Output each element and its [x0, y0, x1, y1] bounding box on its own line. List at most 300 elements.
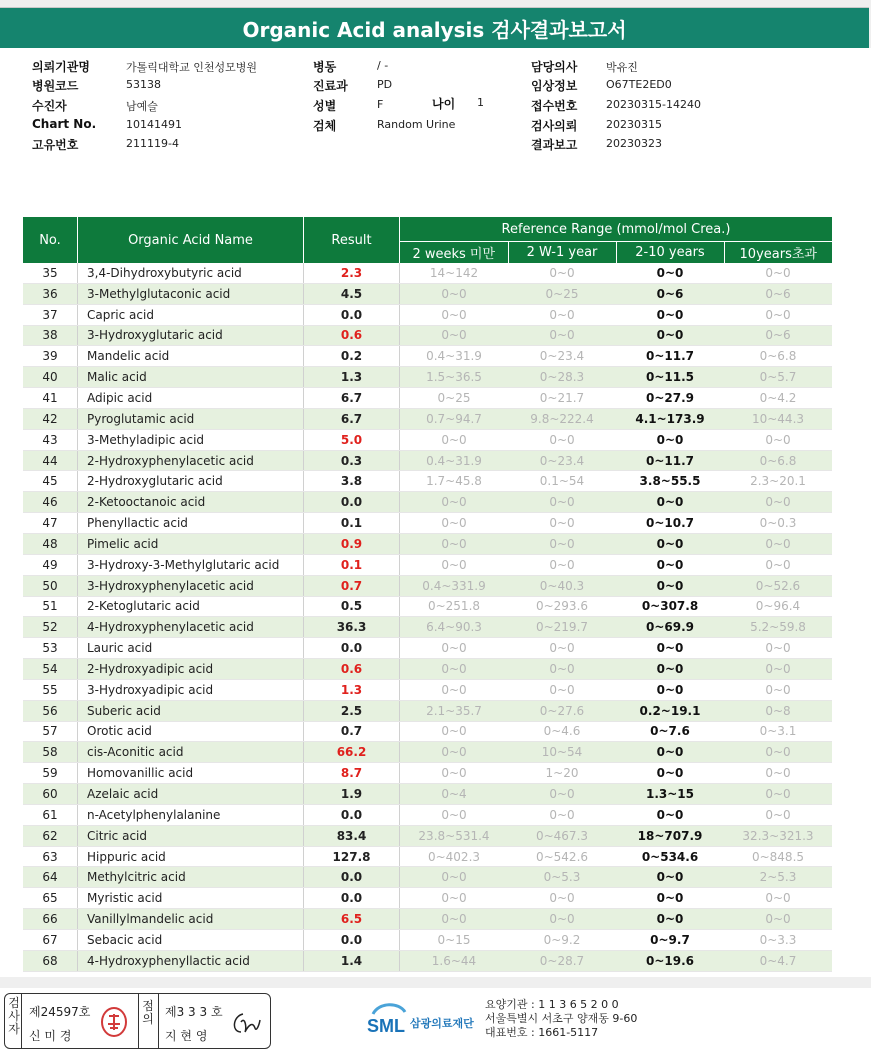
ref-10years-plus: 0~0 — [724, 659, 832, 680]
header-value: PD — [377, 78, 393, 91]
ref-10years-plus: 0~0 — [724, 492, 832, 513]
ref-2w-1year: 9.8~222.4 — [508, 408, 616, 429]
ref-2weeks: 0~0 — [400, 533, 509, 554]
ref-2-10years: 0~19.6 — [616, 950, 724, 971]
ref-2w-1year: 0~4.6 — [508, 721, 616, 742]
table-row — [23, 533, 832, 554]
table-row — [23, 471, 832, 492]
ref-10years-plus: 0~8 — [724, 700, 832, 721]
table-row — [23, 596, 832, 617]
ref-2-10years: 0~11.5 — [616, 367, 724, 388]
ref-10years-plus: 0~0 — [724, 804, 832, 825]
ref-col-header: 2 weeks 미만 — [400, 242, 509, 264]
row-number: 37 — [23, 304, 78, 325]
ref-2w-1year: 0~0 — [508, 554, 616, 575]
header-label: 수진자 — [32, 99, 67, 113]
result-value: 6.7 — [304, 408, 400, 429]
header-label: 검체 — [313, 119, 337, 133]
ref-2weeks: 0~0 — [400, 659, 509, 680]
row-number: 42 — [23, 408, 78, 429]
row-number: 54 — [23, 659, 78, 680]
acid-name: Homovanillic acid — [78, 763, 304, 784]
ref-10years-plus: 5.2~59.8 — [724, 617, 832, 638]
row-number: 43 — [23, 429, 78, 450]
table-row — [23, 742, 832, 763]
header-label: 검사의뢰 — [531, 119, 578, 133]
result-value: 2.3 — [304, 263, 400, 283]
ref-2w-1year: 0~9.2 — [508, 930, 616, 951]
row-number: 47 — [23, 513, 78, 534]
inspector-name: 지 현 영 — [165, 1029, 208, 1043]
ref-2w-1year: 0~0 — [508, 492, 616, 513]
ref-2w-1year: 0~0 — [508, 304, 616, 325]
col-no-header: No. — [23, 217, 78, 263]
table-row — [23, 429, 832, 450]
acid-name: Phenyllactic acid — [78, 513, 304, 534]
header-value: 10141491 — [126, 118, 182, 131]
header-value: 남예슬 — [126, 100, 158, 113]
header-value: 박유진 — [606, 61, 638, 74]
row-number: 45 — [23, 471, 78, 492]
header-value: 20230323 — [606, 137, 662, 150]
acid-name: Sebacic acid — [78, 930, 304, 951]
table-row — [23, 450, 832, 471]
ref-2weeks: 6.4~90.3 — [400, 617, 509, 638]
ref-10years-plus: 10~44.3 — [724, 408, 832, 429]
result-value: 1.4 — [304, 950, 400, 971]
ref-2weeks: 0~0 — [400, 283, 509, 304]
header-label: 담당의사 — [531, 60, 578, 74]
result-value: 0.0 — [304, 492, 400, 513]
acid-name: Suberic acid — [78, 700, 304, 721]
ref-2-10years: 0~11.7 — [616, 450, 724, 471]
patient-info-header — [0, 48, 871, 173]
acid-name: 3,4-Dihydroxybutyric acid — [78, 263, 304, 283]
ref-2w-1year: 0~21.7 — [508, 388, 616, 409]
result-value: 1.9 — [304, 784, 400, 805]
ref-2-10years: 0~534.6 — [616, 846, 724, 867]
ref-2weeks: 1.6~44 — [400, 950, 509, 971]
inspector-label: 점 의 — [142, 999, 154, 1026]
row-number: 35 — [23, 263, 78, 283]
ref-10years-plus: 0~3.3 — [724, 930, 832, 951]
ref-2-10years: 0~0 — [616, 492, 724, 513]
table-row — [23, 638, 832, 659]
ref-col-header: 2-10 years — [616, 242, 724, 264]
row-number: 46 — [23, 492, 78, 513]
ref-10years-plus: 0~0 — [724, 679, 832, 700]
acid-name: 2-Ketoglutaric acid — [78, 596, 304, 617]
result-value: 127.8 — [304, 846, 400, 867]
ref-2w-1year: 0~0 — [508, 533, 616, 554]
result-value: 0.2 — [304, 346, 400, 367]
ref-2-10years: 0~307.8 — [616, 596, 724, 617]
ref-2weeks: 23.8~531.4 — [400, 825, 509, 846]
ref-2weeks: 0~0 — [400, 721, 509, 742]
row-number: 40 — [23, 367, 78, 388]
row-number: 39 — [23, 346, 78, 367]
header-label: 임상정보 — [531, 79, 578, 93]
ref-2-10years: 0~0 — [616, 742, 724, 763]
ref-2-10years: 0~9.7 — [616, 930, 724, 951]
ref-2-10years: 0~0 — [616, 909, 724, 930]
result-value: 0.0 — [304, 638, 400, 659]
ref-2-10years: 1.3~15 — [616, 784, 724, 805]
table-row — [23, 846, 832, 867]
table-row — [23, 888, 832, 909]
result-value: 0.0 — [304, 930, 400, 951]
result-value: 0.1 — [304, 513, 400, 534]
ref-2w-1year: 0~40.3 — [508, 575, 616, 596]
table-row — [23, 950, 832, 971]
acid-name: Vanillylmandelic acid — [78, 909, 304, 930]
header-label: Chart No. — [32, 117, 97, 131]
result-value: 2.5 — [304, 700, 400, 721]
row-number: 64 — [23, 867, 78, 888]
ref-10years-plus: 32.3~321.3 — [724, 825, 832, 846]
ref-2-10years: 0~0 — [616, 304, 724, 325]
row-number: 66 — [23, 909, 78, 930]
age-value: 1 — [477, 96, 484, 109]
ref-2weeks: 1.7~45.8 — [400, 471, 509, 492]
ref-2weeks: 0~0 — [400, 513, 509, 534]
row-number: 65 — [23, 888, 78, 909]
ref-10years-plus: 0~4.2 — [724, 388, 832, 409]
result-value: 0.6 — [304, 325, 400, 346]
ref-2weeks: 0.4~31.9 — [400, 450, 509, 471]
result-value: 0.0 — [304, 804, 400, 825]
ref-2-10years: 0~0 — [616, 804, 724, 825]
acid-name: 3-Hydroxyphenylacetic acid — [78, 575, 304, 596]
ref-2-10years: 0~0 — [616, 659, 724, 680]
table-row — [23, 575, 832, 596]
acid-name: Myristic acid — [78, 888, 304, 909]
ref-2-10years: 0~0 — [616, 763, 724, 784]
row-number: 59 — [23, 763, 78, 784]
acid-name: 2-Hydroxyglutaric acid — [78, 471, 304, 492]
ref-2-10years: 0~0 — [616, 638, 724, 659]
result-value: 0.5 — [304, 596, 400, 617]
table-row — [23, 804, 832, 825]
acid-name: 3-Hydroxyglutaric acid — [78, 325, 304, 346]
ref-2weeks: 0~25 — [400, 388, 509, 409]
acid-name: Pimelic acid — [78, 533, 304, 554]
acid-name: 4-Hydroxyphenyllactic acid — [78, 950, 304, 971]
ref-2-10years: 0~0 — [616, 575, 724, 596]
ref-2w-1year: 0~0 — [508, 784, 616, 805]
ref-2w-1year: 0~467.3 — [508, 825, 616, 846]
row-number: 58 — [23, 742, 78, 763]
acid-name: 3-Hydroxyadipic acid — [78, 679, 304, 700]
acid-name: Orotic acid — [78, 721, 304, 742]
sml-logo-text: SML — [367, 1016, 405, 1036]
table-row — [23, 408, 832, 429]
facility-code: 요양기관 : 1 1 3 6 5 2 0 0 — [485, 998, 619, 1011]
row-number: 57 — [23, 721, 78, 742]
tester-license: 제24597호 — [29, 1005, 91, 1019]
ref-10years-plus: 0~3.1 — [724, 721, 832, 742]
ref-2w-1year: 0~542.6 — [508, 846, 616, 867]
row-number: 55 — [23, 679, 78, 700]
row-number: 68 — [23, 950, 78, 971]
header-value: Random Urine — [377, 118, 456, 131]
ref-10years-plus: 0~0 — [724, 533, 832, 554]
ref-10years-plus: 0~6.8 — [724, 346, 832, 367]
ref-10years-plus: 0~0 — [724, 909, 832, 930]
acid-name: 3-Methylglutaconic acid — [78, 283, 304, 304]
ref-2w-1year: 0~0 — [508, 263, 616, 283]
row-number: 51 — [23, 596, 78, 617]
table-row — [23, 659, 832, 680]
table-row — [23, 492, 832, 513]
header-value: 20230315-14240 — [606, 98, 701, 111]
ref-10years-plus: 0~0 — [724, 554, 832, 575]
table-row — [23, 721, 832, 742]
ref-10years-plus: 0~0 — [724, 263, 832, 283]
facility-info — [485, 998, 637, 1040]
ref-2w-1year: 0~23.4 — [508, 346, 616, 367]
ref-col-header: 2 W-1 year — [508, 242, 616, 264]
ref-10years-plus: 0~848.5 — [724, 846, 832, 867]
ref-10years-plus: 0~0 — [724, 763, 832, 784]
acid-name: n-Acetylphenylalanine — [78, 804, 304, 825]
result-value: 0.0 — [304, 888, 400, 909]
header-label: 접수번호 — [531, 99, 578, 113]
acid-name: 3-Hydroxy-3-Methylglutaric acid — [78, 554, 304, 575]
table-row — [23, 909, 832, 930]
ref-10years-plus: 0~52.6 — [724, 575, 832, 596]
ref-2w-1year: 10~54 — [508, 742, 616, 763]
tester-name: 신 미 경 — [29, 1029, 72, 1043]
ref-10years-plus: 0~6.8 — [724, 450, 832, 471]
ref-10years-plus: 0~0 — [724, 784, 832, 805]
result-value: 3.8 — [304, 471, 400, 492]
ref-2weeks: 14~142 — [400, 263, 509, 283]
table-row — [23, 283, 832, 304]
ref-2-10years: 0~0 — [616, 325, 724, 346]
ref-2weeks: 0~0 — [400, 867, 509, 888]
ref-2-10years: 0~7.6 — [616, 721, 724, 742]
row-number: 50 — [23, 575, 78, 596]
header-label: 병동 — [313, 60, 337, 74]
table-row — [23, 388, 832, 409]
acid-name: cis-Aconitic acid — [78, 742, 304, 763]
row-number: 62 — [23, 825, 78, 846]
ref-2-10years: 0.2~19.1 — [616, 700, 724, 721]
ref-10years-plus: 0~0 — [724, 304, 832, 325]
table-row — [23, 930, 832, 951]
result-value: 1.3 — [304, 367, 400, 388]
ref-2weeks: 0~0 — [400, 888, 509, 909]
ref-10years-plus: 0~0 — [724, 742, 832, 763]
ref-2weeks: 1.5~36.5 — [400, 367, 509, 388]
acid-name: Lauric acid — [78, 638, 304, 659]
header-label: 성별 — [313, 99, 337, 113]
row-number: 44 — [23, 450, 78, 471]
ref-2weeks: 0~0 — [400, 325, 509, 346]
ref-2weeks: 0~0 — [400, 742, 509, 763]
ref-2w-1year: 0~0 — [508, 888, 616, 909]
ref-10years-plus: 2.3~20.1 — [724, 471, 832, 492]
header-value: 20230315 — [606, 118, 662, 131]
row-number: 61 — [23, 804, 78, 825]
row-number: 49 — [23, 554, 78, 575]
results-table — [23, 217, 832, 972]
col-result-header: Result — [304, 217, 400, 263]
ref-10years-plus: 0~6 — [724, 283, 832, 304]
acid-name: 2-Hydroxyadipic acid — [78, 659, 304, 680]
ref-10years-plus: 0~5.7 — [724, 367, 832, 388]
ref-10years-plus: 0~0 — [724, 638, 832, 659]
ref-2w-1year: 0~219.7 — [508, 617, 616, 638]
result-value: 0.7 — [304, 721, 400, 742]
ref-2w-1year: 0~293.6 — [508, 596, 616, 617]
ref-2w-1year: 0~5.3 — [508, 867, 616, 888]
result-value: 36.3 — [304, 617, 400, 638]
header-value: 가톨릭대학교 인천성모병원 — [126, 61, 258, 74]
ref-2w-1year: 0~27.6 — [508, 700, 616, 721]
facility-address: 서울특별시 서초구 양재동 9-60 — [485, 1012, 638, 1025]
result-value: 0.7 — [304, 575, 400, 596]
ref-2-10years: 18~707.9 — [616, 825, 724, 846]
ref-2w-1year: 0.1~54 — [508, 471, 616, 492]
sml-logo-icon — [367, 1000, 409, 1036]
report-title: Organic Acid analysis 검사결과보고서 — [0, 7, 869, 48]
table-row — [23, 325, 832, 346]
acid-name: Mandelic acid — [78, 346, 304, 367]
row-number: 67 — [23, 930, 78, 951]
ref-2weeks: 0~0 — [400, 554, 509, 575]
row-number: 63 — [23, 846, 78, 867]
table-row — [23, 679, 832, 700]
header-label: 의뢰기관명 — [32, 60, 90, 74]
ref-2-10years: 0~0 — [616, 679, 724, 700]
table-row — [23, 346, 832, 367]
acid-name: Pyroglutamic acid — [78, 408, 304, 429]
table-row — [23, 263, 832, 283]
header-value: O67TE2ED0 — [606, 78, 672, 91]
ref-2w-1year: 0~0 — [508, 804, 616, 825]
ref-2w-1year: 0~25 — [508, 283, 616, 304]
tester-seal-icon — [99, 1006, 129, 1038]
sml-org-name: 삼광의료재단 — [410, 1017, 474, 1030]
table-row — [23, 367, 832, 388]
ref-2w-1year: 0~0 — [508, 909, 616, 930]
ref-2w-1year: 0~28.3 — [508, 367, 616, 388]
ref-10years-plus: 0~0 — [724, 888, 832, 909]
ref-2-10years: 0~0 — [616, 429, 724, 450]
ref-2weeks: 0~0 — [400, 763, 509, 784]
ref-col-header: 10years초과 — [724, 242, 832, 264]
ref-2-10years: 0~27.9 — [616, 388, 724, 409]
result-value: 0.0 — [304, 304, 400, 325]
ref-2w-1year: 0~23.4 — [508, 450, 616, 471]
ref-2weeks: 0~0 — [400, 304, 509, 325]
acid-name: 2-Ketooctanoic acid — [78, 492, 304, 513]
ref-2w-1year: 0~0 — [508, 659, 616, 680]
header-label: 진료과 — [313, 79, 348, 93]
ref-2weeks: 0~0 — [400, 804, 509, 825]
table-row — [23, 617, 832, 638]
ref-2-10years: 0~0 — [616, 888, 724, 909]
header-label: 병원코드 — [32, 79, 79, 93]
result-value: 0.1 — [304, 554, 400, 575]
table-row — [23, 304, 832, 325]
ref-2-10years: 4.1~173.9 — [616, 408, 724, 429]
table-row — [23, 513, 832, 534]
row-number: 56 — [23, 700, 78, 721]
ref-10years-plus: 0~0.3 — [724, 513, 832, 534]
row-number: 36 — [23, 283, 78, 304]
ref-10years-plus: 2~5.3 — [724, 867, 832, 888]
acid-name: Hippuric acid — [78, 846, 304, 867]
acid-name: Methylcitric acid — [78, 867, 304, 888]
ref-2-10years: 0~69.9 — [616, 617, 724, 638]
ref-2w-1year: 0~0 — [508, 638, 616, 659]
ref-2w-1year: 0~28.7 — [508, 950, 616, 971]
header-label: 고유번호 — [32, 138, 79, 152]
row-number: 38 — [23, 325, 78, 346]
ref-2w-1year: 0~0 — [508, 325, 616, 346]
table-row — [23, 554, 832, 575]
acid-name: Capric acid — [78, 304, 304, 325]
col-name-header: Organic Acid Name — [78, 217, 304, 263]
row-number: 53 — [23, 638, 78, 659]
ref-2weeks: 2.1~35.7 — [400, 700, 509, 721]
result-value: 4.5 — [304, 283, 400, 304]
result-value: 1.3 — [304, 679, 400, 700]
ref-2w-1year: 0~0 — [508, 429, 616, 450]
ref-2w-1year: 1~20 — [508, 763, 616, 784]
acid-name: Adipic acid — [78, 388, 304, 409]
result-value: 6.7 — [304, 388, 400, 409]
table-row — [23, 700, 832, 721]
result-value: 0.3 — [304, 450, 400, 471]
acid-name: 3-Methyladipic acid — [78, 429, 304, 450]
ref-2weeks: 0.4~331.9 — [400, 575, 509, 596]
ref-2weeks: 0.7~94.7 — [400, 408, 509, 429]
acid-name: Citric acid — [78, 825, 304, 846]
ref-2weeks: 0~0 — [400, 679, 509, 700]
header-value: 53138 — [126, 78, 161, 91]
inspector-signature-icon — [229, 1008, 261, 1038]
ref-2weeks: 0~402.3 — [400, 846, 509, 867]
ref-range-header: Reference Range (mmol/mol Crea.) — [400, 217, 833, 242]
ref-2weeks: 0~0 — [400, 909, 509, 930]
header-label: 결과보고 — [531, 138, 578, 152]
row-number: 48 — [23, 533, 78, 554]
ref-2-10years: 0~0 — [616, 263, 724, 283]
result-value: 8.7 — [304, 763, 400, 784]
signature-box — [4, 993, 271, 1049]
inspector-license: 제3 3 3 호 — [165, 1005, 223, 1019]
acid-name: 2-Hydroxyphenylacetic acid — [78, 450, 304, 471]
ref-10years-plus: 0~6 — [724, 325, 832, 346]
ref-2-10years: 0~10.7 — [616, 513, 724, 534]
result-value: 0.0 — [304, 867, 400, 888]
report-footer — [0, 988, 871, 1057]
table-row — [23, 867, 832, 888]
row-number: 41 — [23, 388, 78, 409]
ref-2-10years: 0~0 — [616, 533, 724, 554]
tester-label: 검 사 자 — [8, 996, 20, 1036]
ref-2weeks: 0~15 — [400, 930, 509, 951]
ref-2weeks: 0~251.8 — [400, 596, 509, 617]
ref-2-10years: 0~0 — [616, 867, 724, 888]
table-row — [23, 784, 832, 805]
header-value: 211119-4 — [126, 137, 179, 150]
result-value: 0.9 — [304, 533, 400, 554]
